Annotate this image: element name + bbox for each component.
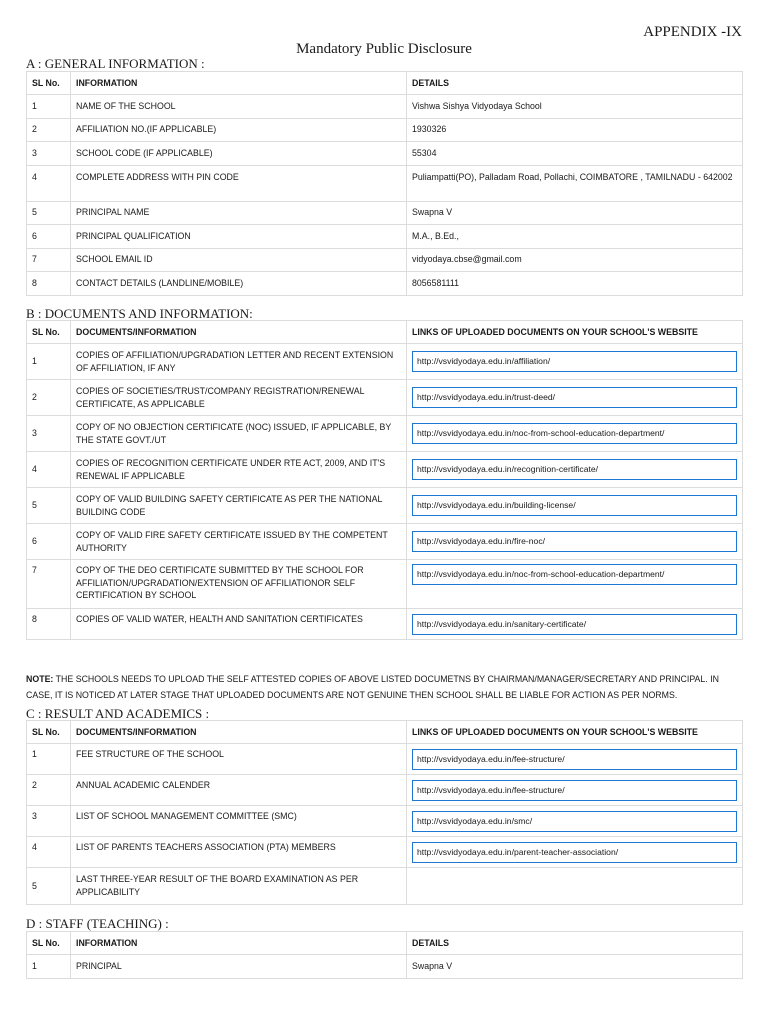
table-row [27,248,743,272]
details-cell: Swapna V [407,955,743,979]
sl-cell: 3 [27,806,71,837]
document-cell: COPY OF VALID FIRE SAFETY CERTIFICATE ISSUED BY THE COMPETENT AUTHORITY [71,524,407,560]
header-details: DETAILS [407,932,743,955]
table-row [27,201,743,225]
table-row [27,380,743,416]
table-header-row [27,72,743,95]
document-link[interactable]: http://vsvidyodaya.edu.in/fee-structure/ [412,780,737,801]
details-cell: 1930326 [407,118,743,142]
table-row [27,142,743,166]
document-link[interactable]: http://vsvidyodaya.edu.in/building-license/ [412,495,737,516]
table-row [27,452,743,488]
results-academics-table [26,720,743,905]
document-cell: FEE STRUCTURE OF THE SCHOOL [71,744,407,775]
sl-cell: 6 [27,524,71,560]
sl-cell: 8 [27,609,71,640]
general-information-table [26,71,743,296]
link-cell [407,868,743,905]
table-header-row [27,721,743,744]
document-link[interactable]: http://vsvidyodaya.edu.in/noc-from-school-education-department/ [412,564,737,585]
note-text: THE SCHOOLS NEEDS TO UPLOAD THE SELF ATTESTED COPIES OF ABOVE LISTED DOCUMETNS BY CHAIRMAN/MANAGER/SECRETARY AND PRINCIPAL. IN CASE, IT IS NOTICED AT LATER STAGE THAT UPLOADED DOCUMENTS ARE NOT GENUINE THEN SCHOOL SHALL BE LIABLE FOR ACTION AS PER NORMS. [26,674,719,700]
sl-cell: 2 [27,380,71,416]
sl-cell: 1 [27,344,71,380]
table-row [27,272,743,296]
table-row [27,955,743,979]
note-paragraph [26,671,742,703]
link-cell [407,744,743,775]
page-title: Mandatory Public Disclosure [296,41,472,57]
note-label: NOTE: [26,674,54,684]
details-cell: Swapna V [407,201,743,225]
sl-cell: 3 [27,416,71,452]
section-b-heading: B : DOCUMENTS AND INFORMATION: [26,306,253,321]
sl-cell: 2 [27,775,71,806]
appendix-label: APPENDIX -IX [643,24,742,40]
table-row [27,416,743,452]
document-cell: LIST OF PARENTS TEACHERS ASSOCIATION (PTA) MEMBERS [71,837,407,868]
document-cell: COPIES OF SOCIETIES/TRUST/COMPANY REGISTRATION/RENEWAL CERTIFICATE, AS APPLICABLE [71,380,407,416]
document-cell: COPY OF THE DEO CERTIFICATE SUBMITTED BY THE SCHOOL FOR AFFILIATION/UPGRADATION/EXTENSION OF AFFILIATIONOR SELF CERTIFICATION BY SCHOOL [71,560,407,609]
details-cell: M.A., B.Ed., [407,225,743,249]
details-cell: 8056581111 [407,272,743,296]
table-row [27,868,743,905]
sl-cell: 3 [27,142,71,166]
table-row [27,225,743,249]
sl-cell: 7 [27,560,71,609]
sl-cell: 4 [27,837,71,868]
info-cell: SCHOOL EMAIL ID [71,248,407,272]
section-a-heading: A : GENERAL INFORMATION : [26,56,205,71]
document-cell: ANNUAL ACADEMIC CALENDER [71,775,407,806]
document-link[interactable]: http://vsvidyodaya.edu.in/fee-structure/ [412,749,737,770]
document-link[interactable]: http://vsvidyodaya.edu.in/fire-noc/ [412,531,737,552]
table-row [27,744,743,775]
document-cell: COPY OF NO OBJECTION CERTIFICATE (NOC) ISSUED, IF APPLICABLE, BY THE STATE GOVT./UT [71,416,407,452]
link-cell [407,416,743,452]
sl-cell: 8 [27,272,71,296]
link-cell [407,380,743,416]
table-header-row [27,321,743,344]
sl-cell: 6 [27,225,71,249]
link-cell [407,560,743,609]
link-cell [407,775,743,806]
documents-table [26,320,743,640]
link-cell [407,452,743,488]
document-link[interactable]: http://vsvidyodaya.edu.in/noc-from-school-education-department/ [412,423,737,444]
link-cell [407,524,743,560]
sl-cell: 5 [27,201,71,225]
document-link[interactable]: http://vsvidyodaya.edu.in/recognition-certificate/ [412,459,737,480]
sl-cell: 4 [27,452,71,488]
table-row [27,95,743,119]
document-link[interactable]: http://vsvidyodaya.edu.in/parent-teacher-association/ [412,842,737,863]
sl-cell: 1 [27,744,71,775]
header-sl-no: SL No. [27,321,71,344]
document-cell: COPIES OF AFFILIATION/UPGRADATION LETTER AND RECENT EXTENSION OF AFFILIATION, IF ANY [71,344,407,380]
details-cell: Puliampatti(PO), Palladam Road, Pollachi, COIMBATORE , TAMILNADU - 642002 [407,165,743,201]
header-documents: DOCUMENTS/INFORMATION [71,321,407,344]
table-row [27,165,743,201]
document-link[interactable]: http://vsvidyodaya.edu.in/smc/ [412,811,737,832]
link-cell [407,488,743,524]
document-cell: LIST OF SCHOOL MANAGEMENT COMMITTEE (SMC) [71,806,407,837]
sl-cell: 7 [27,248,71,272]
header-details: DETAILS [407,72,743,95]
info-cell: COMPLETE ADDRESS WITH PIN CODE [71,165,407,201]
table-row [27,775,743,806]
document-link[interactable]: http://vsvidyodaya.edu.in/trust-deed/ [412,387,737,408]
document-cell: COPY OF VALID BUILDING SAFETY CERTIFICATE AS PER THE NATIONAL BUILDING CODE [71,488,407,524]
header-links: LINKS OF UPLOADED DOCUMENTS ON YOUR SCHOOL'S WEBSITE [407,721,743,744]
sl-cell: 1 [27,95,71,119]
section-d-heading: D : STAFF (TEACHING) : [26,916,169,931]
header-documents: DOCUMENTS/INFORMATION [71,721,407,744]
link-cell [407,837,743,868]
table-row [27,344,743,380]
link-cell [407,344,743,380]
details-cell: Vishwa Sishya Vidyodaya School [407,95,743,119]
table-row [27,524,743,560]
link-cell [407,806,743,837]
header-information: INFORMATION [71,72,407,95]
sl-cell: 1 [27,955,71,979]
document-cell: COPIES OF RECOGNITION CERTIFICATE UNDER RTE ACT, 2009, AND IT'S RENEWAL IF APPLICABLE [71,452,407,488]
details-cell: 55304 [407,142,743,166]
info-cell: AFFILIATION NO.(IF APPLICABLE) [71,118,407,142]
link-cell [407,609,743,640]
info-cell: CONTACT DETAILS (LANDLINE/MOBILE) [71,272,407,296]
document-cell: LAST THREE-YEAR RESULT OF THE BOARD EXAMINATION AS PER APPLICABILITY [71,868,407,905]
info-cell: PRINCIPAL QUALIFICATION [71,225,407,249]
info-cell: PRINCIPAL [71,955,407,979]
table-header-row [27,932,743,955]
table-row [27,806,743,837]
table-row [27,837,743,868]
sl-cell: 2 [27,118,71,142]
section-c-heading: C : RESULT AND ACADEMICS : [26,706,210,721]
details-cell: vidyodaya.cbse@gmail.com [407,248,743,272]
table-row [27,118,743,142]
info-cell: SCHOOL CODE (IF APPLICABLE) [71,142,407,166]
header-links: LINKS OF UPLOADED DOCUMENTS ON YOUR SCHOOL'S WEBSITE [407,321,743,344]
sl-cell: 4 [27,165,71,201]
header-sl-no: SL No. [27,72,71,95]
table-row [27,560,743,609]
document-cell: COPIES OF VALID WATER, HEALTH AND SANITATION CERTIFICATES [71,609,407,640]
header-sl-no: SL No. [27,721,71,744]
info-cell: PRINCIPAL NAME [71,201,407,225]
document-link[interactable]: http://vsvidyodaya.edu.in/sanitary-certificate/ [412,614,737,635]
header-sl-no: SL No. [27,932,71,955]
table-row [27,609,743,640]
staff-table [26,931,743,979]
info-cell: NAME OF THE SCHOOL [71,95,407,119]
sl-cell: 5 [27,488,71,524]
table-row [27,488,743,524]
sl-cell: 5 [27,868,71,905]
header-information: INFORMATION [71,932,407,955]
document-link[interactable]: http://vsvidyodaya.edu.in/affiliation/ [412,351,737,372]
